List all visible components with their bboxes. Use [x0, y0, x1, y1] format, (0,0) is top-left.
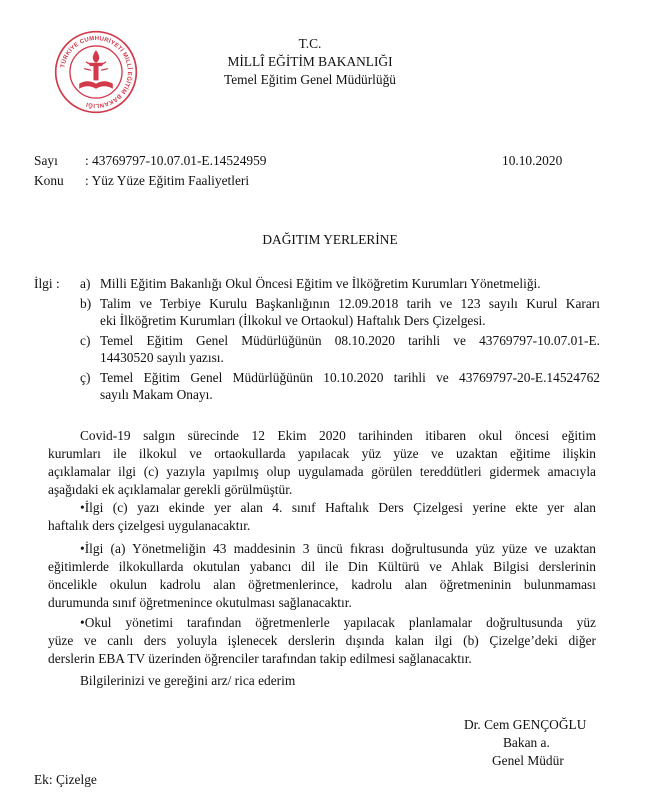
paragraph-1-line: aşağıdaki ek açıklamalar gerekli görülmüştür. — [48, 482, 293, 497]
ilgi-label: İlgi : — [34, 276, 60, 291]
paragraph-1-line: kurumları ile ilkokul ve ortaokullarda yapılacak yüz yüze ve uzaktan eğitime ilişkin — [48, 446, 596, 461]
paragraph-4-line: yüze ve canlı ders yoluyla işlenecek derslerin dışında kalan ilgi (b) Çizelge’deki diğer — [48, 633, 596, 648]
sayi-label: Sayı — [34, 153, 58, 168]
ministry-seal-logo — [54, 30, 138, 114]
signatory-name: Dr. Cem GENÇOĞLU — [464, 717, 587, 732]
reference-b-line: Talim ve Terbiye Kurulu Başkanlığının 12.09.2018 tarih ve 123 sayılı Kurul Kararı — [100, 296, 600, 311]
closing-line: Bilgilerinizi ve gereğini arz/ rica ederim — [80, 673, 296, 688]
paragraph-4-line: •Okul yönetimi tarafından öğretmenlerle yapılacak planlamalar doğrultusunda yüz — [80, 615, 596, 630]
konu-label: Konu — [34, 173, 64, 188]
reference-cc-line: sayılı Makam Onayı. — [100, 387, 213, 402]
paragraph-1-line: Covid-19 salgın sürecinde 12 Ekim 2020 tarihinden itibaren okul öncesi eğitim — [80, 428, 596, 443]
reference-a-marker: a) — [80, 276, 91, 291]
paragraph-3-line: durumunda sınıf öğretmenince okutulması sağlanacaktır. — [48, 595, 352, 610]
paragraph-2-line: haftalık ders çizelgesi uygulanacaktır. — [48, 518, 251, 533]
document-date: 10.10.2020 — [502, 153, 563, 168]
paragraph-2-line: •İlgi (c) yazı ekinde yer alan 4. sınıf Haftalık Ders Çizelgesi yerine ekte yer alan — [80, 500, 596, 515]
paragraph-3-line: •İlgi (a) Yönetmeliğin 43 maddesinin 3 üncü fıkrası doğrultusunda yüz yüze ve uzaktan — [80, 541, 596, 556]
attachment-note: Ek: Çizelge — [34, 772, 97, 787]
paragraph-4-line: derslerin EBA TV üzerinden öğrenciler tarafından takip edilmesi sağlanacaktır. — [48, 651, 472, 666]
konu-value: : Yüz Yüze Eğitim Faaliyetleri — [85, 173, 250, 188]
distribution-title: DAĞITIM YERLERİNE — [262, 232, 398, 247]
reference-c-line: Temel Eğitim Genel Müdürlüğünün 08.10.2020 tarihli ve 43769797-10.07.01-E. — [100, 333, 600, 348]
svg-text:TÜRKİYE CUMHURİYETİ MİLLÎ EĞİT: TÜRKİYE CUMHURİYETİ MİLLÎ EĞİTİM BAKANLIĞI — [60, 36, 132, 108]
signatory-title: Genel Müdür — [492, 753, 564, 768]
reference-cc-marker: ç) — [80, 370, 91, 385]
ministry-heading: MİLLÎ EĞİTİM BAKANLIĞI — [227, 54, 393, 69]
directorate-heading: Temel Eğitim Genel Müdürlüğü — [224, 72, 396, 87]
reference-cc-line: Temel Eğitim Genel Müdürlüğünün 10.10.2020 tarihli ve 43769797-20-E.14524762 — [100, 370, 600, 385]
reference-a-line: Milli Eğitim Bakanlığı Okul Öncesi Eğitim ve İlköğretim Kurumları Yönetmeliği. — [100, 276, 541, 291]
paragraph-3-line: eğitimlerde ilkokullarda okutulan yabancı dil ile Din Kültürü ve Ahlak Bilgisi derslerinin — [48, 559, 596, 574]
sayi-value: : 43769797-10.07.01-E.14524959 — [85, 153, 267, 168]
reference-c-marker: c) — [80, 333, 91, 348]
reference-b-marker: b) — [80, 296, 92, 311]
paragraph-3-line: öncelikle okulun kadrolu alan öğretmenlerince, kadrolu alan öğretmeninin bulunmaması — [48, 577, 596, 592]
paragraph-1-line: açıklamalar ilgi (c) yazıyla yapılmış olup uygulamada görülen tereddütleri gidermek amacıyla — [48, 464, 596, 479]
reference-b-line: eki İlköğretim Kurumları (İlkokul ve Ortaokul) Haftalık Ders Çizelgesi. — [100, 313, 486, 328]
signatory-on-behalf: Bakan a. — [503, 735, 550, 750]
reference-c-line: 14430520 sayılı yazısı. — [100, 350, 224, 365]
country-heading: T.C. — [298, 36, 322, 51]
